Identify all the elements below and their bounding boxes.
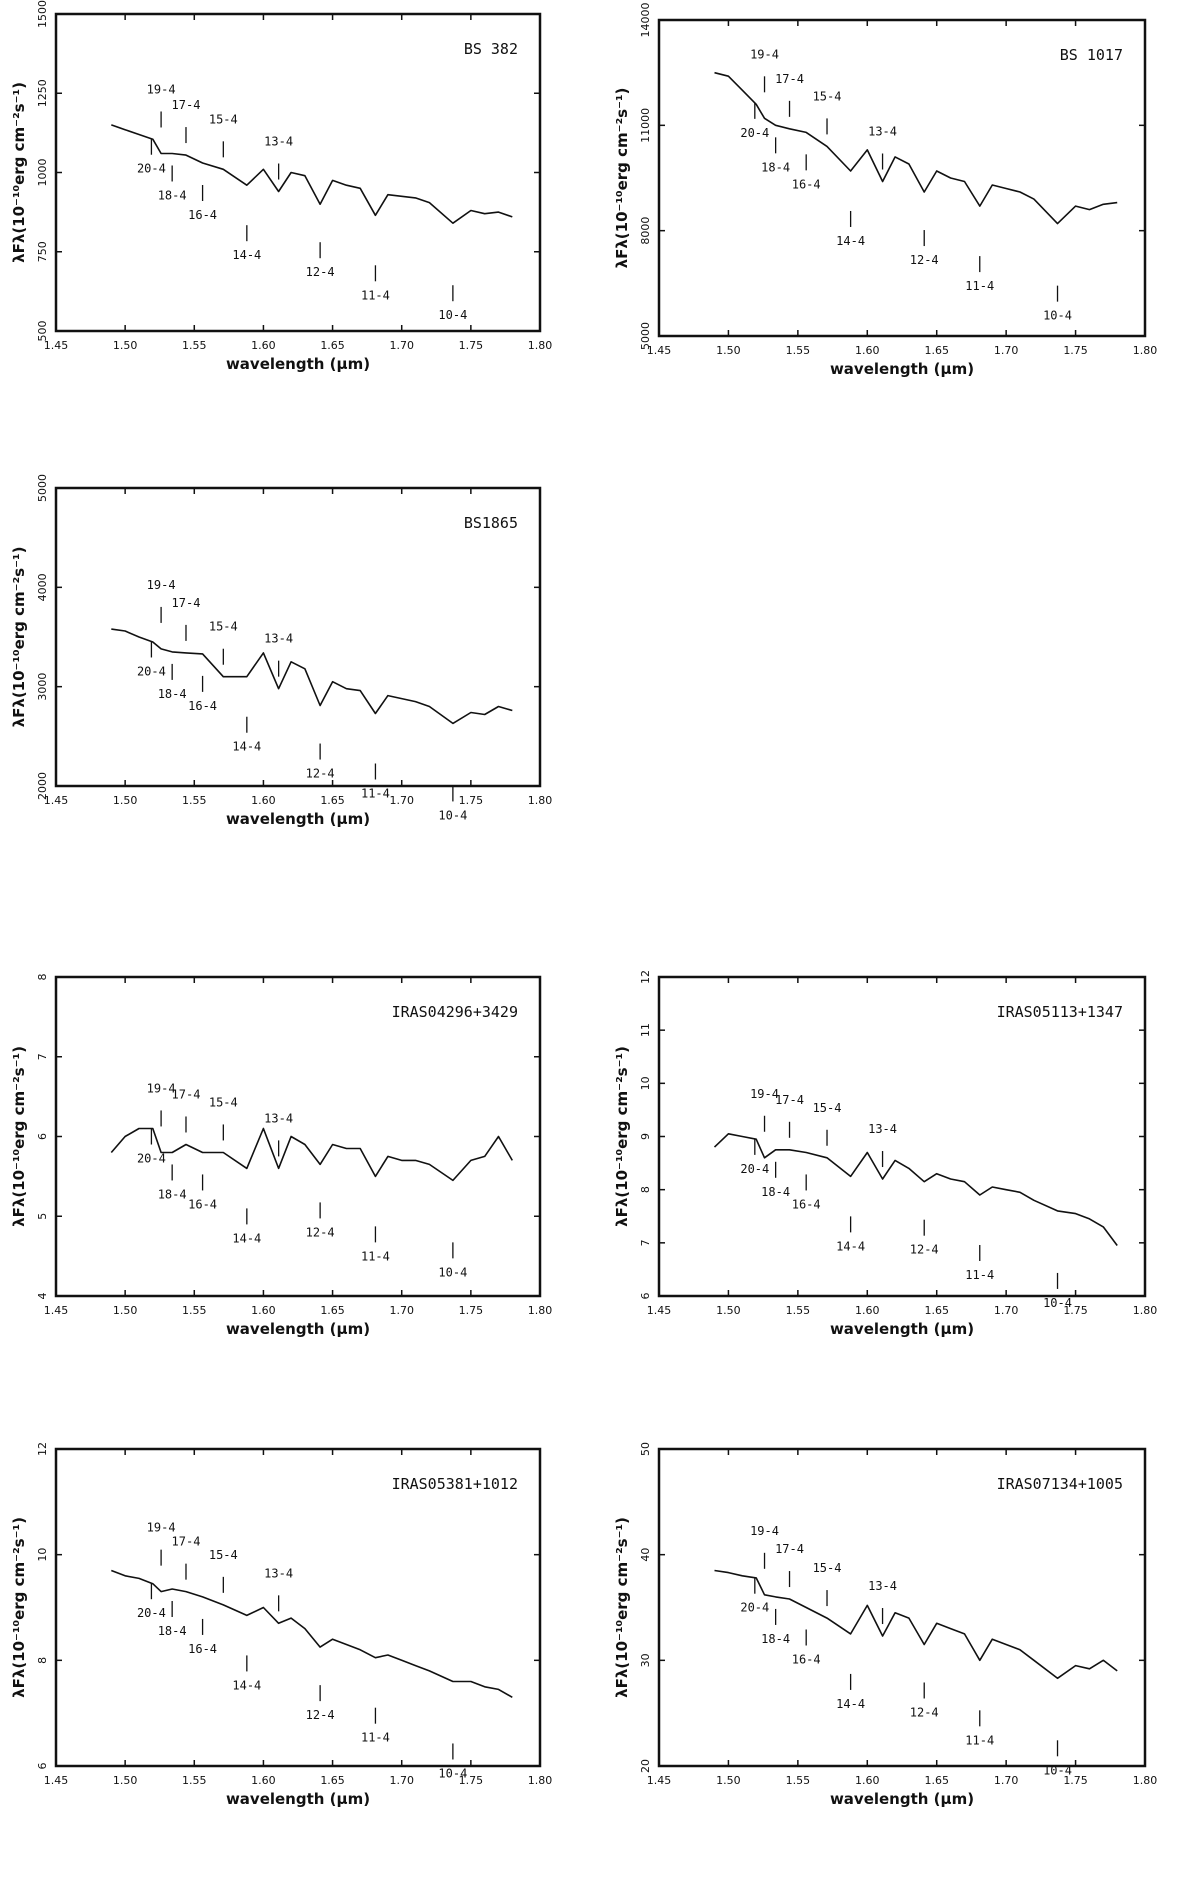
x-tick-label: 1.50 bbox=[716, 344, 741, 357]
y-axis-label: λFλ(10⁻¹⁰erg cm⁻²s⁻¹) bbox=[10, 546, 28, 728]
line-id-label: 14-4 bbox=[232, 1231, 262, 1246]
panel-title: IRAS05113+1347 bbox=[996, 1003, 1123, 1021]
x-tick-label: 1.60 bbox=[251, 1774, 276, 1787]
chart-panel-6 bbox=[10, 1442, 552, 1808]
line-id-label: 19-4 bbox=[146, 1520, 176, 1535]
line-id-label: 17-4 bbox=[171, 1534, 201, 1549]
y-tick-label: 750 bbox=[36, 241, 49, 263]
line-id-label: 19-4 bbox=[750, 1523, 779, 1538]
y-tick-label: 5 bbox=[36, 1212, 49, 1220]
x-tick-label: 1.70 bbox=[389, 1774, 414, 1787]
spectrum-line bbox=[111, 1129, 512, 1181]
x-tick-label: 1.70 bbox=[993, 344, 1019, 357]
y-tick-label: 50 bbox=[639, 1442, 652, 1456]
x-tick-label: 1.60 bbox=[251, 794, 276, 807]
line-id-label: 15-4 bbox=[812, 1561, 842, 1576]
x-tick-label: 1.75 bbox=[458, 794, 484, 807]
y-tick-label: 12 bbox=[36, 1442, 49, 1456]
panel-title: IRAS07134+1005 bbox=[996, 1475, 1123, 1493]
y-axis-label: λFλ(10⁻¹⁰erg cm⁻²s⁻¹) bbox=[10, 1517, 28, 1698]
y-tick-label: 1500 bbox=[36, 0, 49, 28]
x-tick-label: 1.80 bbox=[527, 794, 553, 807]
x-tick-label: 1.65 bbox=[924, 1304, 949, 1317]
y-tick-label: 9 bbox=[639, 1133, 652, 1140]
x-tick-label: 1.45 bbox=[43, 1774, 69, 1787]
line-id-label: 11-4 bbox=[360, 1730, 390, 1745]
line-id-label: 11-4 bbox=[965, 1733, 995, 1748]
y-tick-label: 3000 bbox=[36, 672, 49, 701]
y-tick-label: 10 bbox=[639, 1076, 652, 1091]
chart-panel-4 bbox=[10, 974, 552, 1339]
y-axis-label: λFλ(10⁻¹⁰erg cm⁻²s⁻¹) bbox=[613, 1517, 631, 1698]
chart-panel-1 bbox=[10, 0, 552, 373]
line-id-label: 13-4 bbox=[868, 1579, 898, 1594]
x-tick-label: 1.75 bbox=[1063, 1304, 1088, 1317]
line-id-label: 11-4 bbox=[965, 1267, 995, 1282]
x-tick-label: 1.50 bbox=[112, 1774, 138, 1787]
line-id-label: 10-4 bbox=[1043, 308, 1072, 323]
plot-frame bbox=[659, 20, 1145, 336]
x-tick-label: 1.45 bbox=[43, 1304, 69, 1317]
y-tick-label: 2000 bbox=[36, 772, 49, 800]
x-tick-label: 1.70 bbox=[389, 1304, 414, 1317]
x-tick-label: 1.55 bbox=[182, 1774, 207, 1787]
line-id-label: 12-4 bbox=[909, 253, 939, 268]
line-id-label: 12-4 bbox=[305, 766, 335, 781]
line-id-label: 10-4 bbox=[438, 308, 468, 323]
x-tick-label: 1.60 bbox=[855, 1774, 880, 1787]
x-tick-label: 1.70 bbox=[389, 339, 414, 352]
line-id-label: 11-4 bbox=[965, 279, 995, 294]
x-tick-label: 1.80 bbox=[1132, 1304, 1158, 1317]
line-id-label: 20-4 bbox=[740, 1600, 770, 1615]
y-axis-label: λFλ(10⁻¹⁰erg cm⁻²s⁻¹) bbox=[613, 87, 631, 269]
panel-title: BS 382 bbox=[463, 40, 518, 58]
x-tick-label: 1.65 bbox=[320, 794, 345, 807]
line-id-label: 19-4 bbox=[750, 1086, 779, 1101]
line-id-label: 19-4 bbox=[750, 47, 779, 62]
x-axis-label: wavelength (µm) bbox=[829, 1790, 975, 1808]
y-tick-label: 1000 bbox=[36, 158, 49, 187]
x-tick-label: 1.60 bbox=[251, 1304, 276, 1317]
x-tick-label: 1.80 bbox=[527, 1774, 553, 1787]
line-id-label: 16-4 bbox=[791, 1652, 821, 1667]
line-id-label: 18-4 bbox=[761, 1184, 791, 1199]
x-tick-label: 1.65 bbox=[924, 344, 949, 357]
line-id-label: 15-4 bbox=[208, 619, 238, 634]
line-id-label: 17-4 bbox=[171, 1087, 201, 1102]
line-id-label: 18-4 bbox=[761, 1631, 791, 1646]
line-id-label: 14-4 bbox=[836, 233, 866, 248]
y-tick-label: 7 bbox=[639, 1239, 652, 1247]
y-tick-label: 5000 bbox=[36, 474, 49, 502]
y-tick-label: 12 bbox=[639, 970, 652, 984]
line-id-label: 11-4 bbox=[360, 288, 390, 303]
x-tick-label: 1.70 bbox=[993, 1774, 1019, 1787]
panel-title: BS1865 bbox=[463, 514, 518, 532]
line-id-label: 20-4 bbox=[740, 1161, 770, 1176]
x-tick-label: 1.80 bbox=[527, 1304, 553, 1317]
line-id-label: 17-4 bbox=[171, 595, 201, 610]
chart-panel-3 bbox=[10, 474, 552, 828]
line-id-label: 17-4 bbox=[775, 1542, 804, 1557]
y-tick-label: 1250 bbox=[36, 79, 49, 108]
spectrum-line bbox=[111, 125, 512, 223]
line-id-label: 11-4 bbox=[360, 786, 390, 801]
plot-frame bbox=[659, 977, 1145, 1296]
plot-frame bbox=[56, 1449, 540, 1766]
x-tick-label: 1.70 bbox=[993, 1304, 1019, 1317]
y-tick-label: 4000 bbox=[36, 573, 49, 602]
line-id-label: 14-4 bbox=[836, 1696, 866, 1711]
x-tick-label: 1.65 bbox=[320, 1774, 345, 1787]
x-tick-label: 1.65 bbox=[320, 339, 345, 352]
x-axis-label: wavelength (µm) bbox=[829, 360, 975, 378]
line-id-label: 13-4 bbox=[868, 1122, 898, 1137]
x-tick-label: 1.60 bbox=[855, 1304, 880, 1317]
line-id-label: 13-4 bbox=[264, 1566, 294, 1581]
plot-frame bbox=[56, 977, 540, 1296]
y-tick-label: 30 bbox=[639, 1653, 652, 1668]
x-tick-label: 1.45 bbox=[646, 1304, 672, 1317]
line-id-label: 10-4 bbox=[438, 1766, 468, 1781]
panel-title: IRAS05381+1012 bbox=[391, 1475, 518, 1493]
x-tick-label: 1.50 bbox=[112, 1304, 138, 1317]
y-tick-label: 8000 bbox=[639, 216, 652, 245]
line-id-label: 20-4 bbox=[136, 1606, 166, 1621]
x-tick-label: 1.45 bbox=[43, 794, 69, 807]
line-id-label: 15-4 bbox=[812, 89, 842, 104]
line-id-label: 18-4 bbox=[157, 188, 187, 203]
y-tick-label: 11000 bbox=[639, 107, 652, 143]
line-id-label: 15-4 bbox=[208, 112, 238, 127]
line-id-label: 16-4 bbox=[188, 1641, 218, 1656]
line-id-label: 14-4 bbox=[232, 248, 262, 263]
line-id-label: 16-4 bbox=[791, 1197, 821, 1212]
x-tick-label: 1.50 bbox=[112, 339, 138, 352]
line-id-label: 18-4 bbox=[157, 686, 187, 701]
line-id-label: 16-4 bbox=[188, 207, 218, 222]
x-tick-label: 1.65 bbox=[924, 1774, 949, 1787]
y-tick-label: 20 bbox=[639, 1759, 652, 1773]
line-id-label: 20-4 bbox=[136, 664, 166, 679]
y-tick-label: 6 bbox=[36, 1133, 49, 1140]
line-id-label: 15-4 bbox=[208, 1095, 238, 1110]
x-tick-label: 1.45 bbox=[43, 339, 69, 352]
x-axis-label: wavelength (µm) bbox=[225, 1320, 371, 1338]
y-tick-label: 7 bbox=[36, 1053, 49, 1061]
line-id-label: 15-4 bbox=[812, 1100, 842, 1115]
y-axis-label: λFλ(10⁻¹⁰erg cm⁻²s⁻¹) bbox=[10, 82, 28, 263]
line-id-label: 17-4 bbox=[775, 71, 804, 86]
y-axis-label: λFλ(10⁻¹⁰erg cm⁻²s⁻¹) bbox=[10, 1046, 28, 1227]
x-tick-label: 1.75 bbox=[458, 1304, 484, 1317]
x-tick-label: 1.60 bbox=[855, 344, 880, 357]
x-tick-label: 1.55 bbox=[182, 794, 207, 807]
line-id-label: 18-4 bbox=[157, 1624, 187, 1639]
line-id-label: 20-4 bbox=[740, 125, 770, 140]
x-tick-label: 1.60 bbox=[251, 339, 276, 352]
chart-panel-2 bbox=[613, 3, 1157, 379]
line-id-label: 10-4 bbox=[1043, 1763, 1072, 1778]
x-tick-label: 1.55 bbox=[182, 339, 207, 352]
x-tick-label: 1.55 bbox=[182, 1304, 207, 1317]
line-id-label: 11-4 bbox=[360, 1249, 390, 1264]
x-tick-label: 1.45 bbox=[646, 1774, 672, 1787]
line-id-label: 18-4 bbox=[157, 1187, 187, 1202]
line-id-label: 20-4 bbox=[136, 1151, 166, 1166]
line-id-label: 17-4 bbox=[171, 98, 201, 113]
line-id-label: 12-4 bbox=[305, 1708, 335, 1723]
y-tick-label: 8 bbox=[36, 973, 49, 981]
y-tick-label: 8 bbox=[36, 1656, 49, 1664]
y-tick-label: 6 bbox=[36, 1762, 49, 1770]
line-id-label: 10-4 bbox=[438, 1265, 468, 1280]
y-tick-label: 4 bbox=[36, 1292, 49, 1300]
x-axis-label: wavelength (µm) bbox=[225, 1790, 371, 1808]
line-id-label: 16-4 bbox=[188, 698, 218, 713]
x-tick-label: 1.75 bbox=[1063, 344, 1088, 357]
y-tick-label: 6 bbox=[639, 1292, 652, 1300]
x-tick-label: 1.75 bbox=[458, 1774, 484, 1787]
spectrum-line bbox=[715, 73, 1118, 224]
y-axis-label: λFλ(10⁻¹⁰erg cm⁻²s⁻¹) bbox=[613, 1046, 631, 1227]
line-id-label: 12-4 bbox=[909, 1705, 939, 1720]
line-id-label: 13-4 bbox=[264, 134, 294, 149]
y-tick-label: 5000 bbox=[639, 322, 652, 350]
chart-panel-7 bbox=[613, 1442, 1157, 1808]
chart-panel-5 bbox=[613, 970, 1157, 1338]
line-id-label: 16-4 bbox=[791, 177, 821, 192]
y-tick-label: 40 bbox=[639, 1547, 652, 1562]
line-id-label: 13-4 bbox=[264, 1111, 294, 1126]
y-tick-label: 500 bbox=[36, 320, 49, 342]
x-tick-label: 1.75 bbox=[458, 339, 484, 352]
y-tick-label: 14000 bbox=[639, 2, 652, 38]
panel-title: IRAS04296+3429 bbox=[391, 1003, 518, 1021]
x-tick-label: 1.50 bbox=[716, 1774, 741, 1787]
x-axis-label: wavelength (µm) bbox=[225, 810, 371, 828]
x-tick-label: 1.55 bbox=[785, 1774, 811, 1787]
line-id-label: 10-4 bbox=[1043, 1295, 1072, 1310]
line-id-label: 12-4 bbox=[909, 1242, 939, 1257]
spectrum-line bbox=[715, 1571, 1118, 1679]
x-tick-label: 1.80 bbox=[1132, 344, 1158, 357]
x-tick-label: 1.55 bbox=[785, 344, 811, 357]
y-tick-label: 8 bbox=[639, 1186, 652, 1194]
plot-frame bbox=[56, 14, 540, 331]
x-tick-label: 1.80 bbox=[1132, 1774, 1158, 1787]
line-id-label: 20-4 bbox=[136, 161, 166, 176]
x-tick-label: 1.75 bbox=[1063, 1774, 1088, 1787]
spectrum-line bbox=[111, 629, 512, 723]
line-id-label: 14-4 bbox=[232, 739, 262, 754]
line-id-label: 19-4 bbox=[146, 1081, 176, 1096]
line-id-label: 10-4 bbox=[438, 808, 468, 823]
x-tick-label: 1.45 bbox=[646, 344, 672, 357]
x-axis-label: wavelength (µm) bbox=[225, 355, 371, 373]
line-id-label: 12-4 bbox=[305, 1225, 335, 1240]
line-id-label: 12-4 bbox=[305, 265, 335, 280]
line-id-label: 18-4 bbox=[761, 160, 791, 175]
x-tick-label: 1.65 bbox=[320, 1304, 345, 1317]
plot-frame bbox=[659, 1449, 1145, 1766]
line-id-label: 15-4 bbox=[208, 1547, 238, 1562]
y-tick-label: 11 bbox=[639, 1023, 652, 1038]
panel-title: BS 1017 bbox=[1059, 46, 1123, 64]
line-id-label: 19-4 bbox=[146, 577, 176, 592]
x-tick-label: 1.80 bbox=[527, 339, 553, 352]
line-id-label: 16-4 bbox=[188, 1197, 218, 1212]
line-id-label: 13-4 bbox=[868, 124, 898, 139]
line-id-label: 14-4 bbox=[836, 1239, 866, 1254]
x-axis-label: wavelength (µm) bbox=[829, 1320, 975, 1338]
x-tick-label: 1.50 bbox=[112, 794, 138, 807]
x-tick-label: 1.50 bbox=[716, 1304, 741, 1317]
line-id-label: 14-4 bbox=[232, 1678, 262, 1693]
line-id-label: 17-4 bbox=[775, 1092, 804, 1107]
x-tick-label: 1.70 bbox=[389, 794, 414, 807]
line-id-label: 13-4 bbox=[264, 631, 294, 646]
x-tick-label: 1.55 bbox=[785, 1304, 811, 1317]
line-id-label: 19-4 bbox=[146, 82, 176, 97]
plot-frame bbox=[56, 488, 540, 786]
y-tick-label: 10 bbox=[36, 1547, 49, 1562]
